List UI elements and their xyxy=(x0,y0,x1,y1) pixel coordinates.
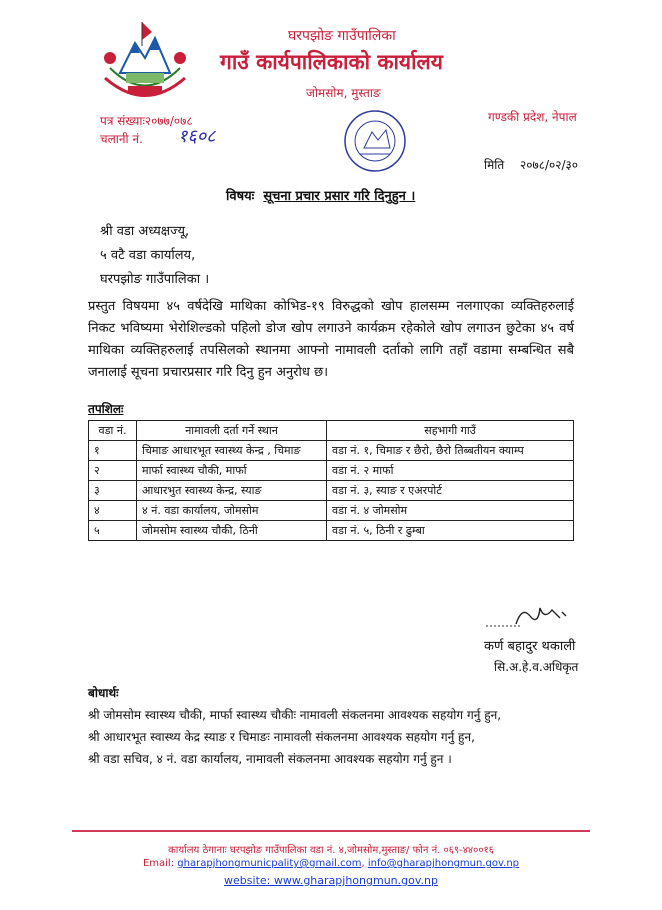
patra-sankhya: पत्र संख्याः२०७७/०७८ xyxy=(100,114,193,128)
table-row xyxy=(89,501,574,521)
footer-address: कार्यालय ठेगानाः घरपझोङ गाउँपालिका वडा नं. ४,जोमसोम,मुस्ताङ/ फोन नं. ०६९-४४००१६ xyxy=(168,845,494,856)
table-cell: आधारभुत स्वास्थ्य केन्द्र, स्याङ xyxy=(137,481,327,501)
office-location: जोमसोम, मुस्ताङ xyxy=(306,86,381,100)
table-row xyxy=(89,521,574,541)
signatory-title: सि.अ.हे.व.अधिकृत xyxy=(494,660,579,674)
bodhartha-label: बोधार्थः xyxy=(88,686,119,700)
office-name: गाउँ कार्यपालिकाको कार्यालय xyxy=(220,50,443,74)
table-cell: मार्फा स्वास्थ्य चौकी, मार्फा xyxy=(137,461,327,481)
chalani-label: चलानी नं. xyxy=(100,132,143,146)
footer-email-2[interactable]: info@gharapjhongmun.gov.np xyxy=(367,858,520,869)
table-cell: ४ xyxy=(89,501,137,521)
org-name: घरपझोङ गाउँपालिका xyxy=(288,28,396,44)
table-cell: वडा नं. ३, स्याङ र एअरपोर्ट xyxy=(327,481,574,501)
bodhartha-line: श्री जोमसोम स्वास्थ्य चौकी, मार्फा स्वास्थ्य चौकीः नामावली संकलनमा आवश्यक सहयोग गर्नु हुन, xyxy=(88,708,502,722)
table-header-cell: नामावली दर्ता गर्ने स्थान xyxy=(137,421,327,441)
footer-website[interactable]: website: www.gharapjhongmun.gov.np xyxy=(224,874,438,887)
table-cell: ४ नं. वडा कार्यालय, जोमसोम xyxy=(137,501,327,521)
date-value: २०७८/०२/३० xyxy=(520,158,579,172)
date-label: मिति xyxy=(484,158,505,172)
official-stamp xyxy=(342,108,408,174)
footer-email-1[interactable]: gharapjhongmunicpality@gmail.com xyxy=(177,858,362,869)
tapsil-label: तपशिलः xyxy=(88,402,124,416)
signature-scribble xyxy=(482,596,592,634)
subject-text: सूचना प्रचार प्रसार गरि दिनुहुन । xyxy=(263,189,416,204)
footer-divider xyxy=(72,830,590,832)
addressee xyxy=(100,220,209,292)
table-row xyxy=(89,481,574,501)
table-cell: वडा नं. १, चिमाङ र छैरो, छैरो तिब्बतीयन क्याम्प xyxy=(327,441,574,461)
table-cell: जोमसोम स्वास्थ्य चौकी, ठिनी xyxy=(137,521,327,541)
table-cell: वडा नं. ४ जोमसोम xyxy=(327,501,574,521)
addressee-line-2: ५ वटै वडा कार्यालय, xyxy=(100,248,196,263)
table-row xyxy=(89,441,574,461)
table-cell: २ xyxy=(89,461,137,481)
table-header-row xyxy=(89,421,574,441)
table-cell: ५ xyxy=(89,521,137,541)
subject-label: विषयः xyxy=(226,189,255,204)
emblem-logo xyxy=(90,18,200,108)
footer-email-line xyxy=(72,858,590,869)
table-cell: चिमाङ आधारभूत स्वास्थ्य केन्द्र , चिमाङ xyxy=(137,441,327,461)
body-paragraph: प्रस्तुत विषयमा ४५ वर्षदेखि माथिका कोभिड-१९ विरुद्धको खोप हालसम्म नलगाएका व्यक्तिहरुलाई निकट भविष्यमा भेरोशिल्डको पहिलो डोज खोप लगाउने कार्यक्रम रहेकोले खोप लगाउन छुटेका ४५ वर्ष माथिका व्यक्तिहरुलाई तपसिलको स्थानमा आफ्नो नामावली दर्ताको लागि तहाँ वडामा सम्बन्धित सबै जनालाई सूचना प्रचारप्रसार गरि दिनु हुन अनुरोध छ। xyxy=(88,299,574,380)
table-header-cell: वडा नं. xyxy=(89,421,137,441)
addressee-line-1: श्री वडा अध्यक्षज्यू, xyxy=(100,224,190,239)
table-row xyxy=(89,461,574,481)
table-cell: १ xyxy=(89,441,137,461)
footer-email-label: Email: xyxy=(142,858,175,869)
bodhartha-line: श्री आधारभूत स्वास्थ्य केद्र स्याङ र चिमाङः नामावली संकलनमा आवश्यक सहयोग गर्नु हुन, xyxy=(88,730,475,744)
subject-line xyxy=(226,186,415,204)
table-cell: वडा नं. २ मार्फा xyxy=(327,461,574,481)
bodhartha-list xyxy=(88,704,598,770)
table-cell: ३ xyxy=(89,481,137,501)
chalani-number: १६०८ xyxy=(178,126,216,147)
province: गण्डकी प्रदेश, नेपाल xyxy=(488,110,577,124)
bodhartha-line: श्री वडा सचिव, ४ नं. वडा कार्यालय, नामावली संकलनमा आवश्यक सहयोग गर्नु हुन । xyxy=(88,752,452,766)
addressee-line-3: घरपझोङ गाउँपालिका । xyxy=(100,272,210,287)
table-cell: वडा नं. ५, ठिनी र ढुम्बा xyxy=(327,521,574,541)
tapsil-table xyxy=(88,420,574,541)
table-header-cell: सहभागी गाउँ xyxy=(327,421,574,441)
signatory-name: कर्ण बहादुर थकाली xyxy=(484,639,576,654)
footer-email-sep: , xyxy=(361,858,365,869)
